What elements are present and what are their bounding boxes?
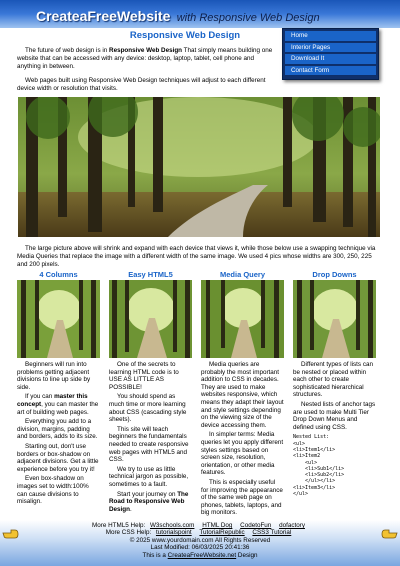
column-body bbox=[201, 361, 284, 517]
column-drop-downs bbox=[293, 270, 376, 497]
column-image bbox=[109, 280, 192, 358]
image-note-paragraph: The large picture above will shrink and expand with each device that views it, while those below use a swapping technique via Media Queries that replace the image with a different width of the same image. We used 4 pics whose widths are 300, 250, 225 and 200 pixels. bbox=[17, 245, 376, 268]
site-header bbox=[0, 0, 400, 28]
pointing-hand-right-icon[interactable] bbox=[380, 527, 398, 541]
link-w3schools[interactable]: W3schools.com bbox=[149, 522, 195, 529]
column-image bbox=[17, 280, 100, 358]
nav-item-contact-form[interactable]: Contact Form bbox=[285, 66, 376, 77]
column-body bbox=[109, 361, 192, 513]
text: . bbox=[130, 505, 132, 513]
intro-paragraph-2: Web pages built using Responsive Web Design techniques will adjust to each different device width or resolution that visits. bbox=[17, 77, 266, 92]
credit-suffix: Design bbox=[236, 551, 258, 559]
column-title: Drop Downs bbox=[312, 270, 357, 279]
column-paragraph: Different types of lists can be nested or placed within each other to create sophisticated hierarchical structures. bbox=[293, 361, 373, 399]
intro-text: The future of web design is in bbox=[25, 47, 110, 54]
column-paragraph: Nested lists of anchor tags are used to make Multi Tier Drop Down Menus and defined using CSS. bbox=[293, 400, 376, 431]
column-paragraph: Beginners will run into problems getting adjacent divisions to line up side by side. bbox=[17, 361, 91, 391]
column-paragraph: This is especially useful for improving the appearance of the same web page on phones, tablets, laptops, and big monitors. bbox=[201, 478, 283, 517]
hero-image bbox=[18, 97, 380, 237]
credit-prefix: This is a bbox=[142, 551, 168, 559]
css-help-label: More CSS Help: bbox=[105, 529, 152, 537]
copyright: © 2025 www.yourdomain.com All Rights Reserved bbox=[129, 536, 271, 544]
footer-text bbox=[0, 522, 400, 559]
column-paragraph bbox=[17, 393, 100, 416]
site-brand bbox=[36, 8, 320, 24]
column-body bbox=[17, 361, 100, 506]
column-paragraph: Everything you add to a division, margins, padding and borders, adds to its size. bbox=[17, 418, 98, 441]
column-title: 4 Columns bbox=[39, 270, 78, 279]
column-4-columns bbox=[17, 270, 100, 508]
column-image bbox=[201, 280, 284, 358]
column-title: Easy HTML5 bbox=[128, 270, 173, 279]
site-tagline: with Responsive Web Design bbox=[176, 12, 320, 24]
credit-link[interactable]: CreateaFreeWebsite.net bbox=[167, 551, 237, 559]
text: Start your journey on bbox=[117, 490, 178, 498]
column-paragraph bbox=[109, 491, 192, 514]
link-codetofun[interactable]: CodetoFun bbox=[240, 522, 272, 529]
link-css3-tutorial[interactable]: CSS3 Tutorial bbox=[252, 529, 292, 537]
intro-bold: Responsive Web Design bbox=[109, 47, 183, 54]
road-link[interactable]: The Road to Responsive Web Design bbox=[109, 490, 189, 513]
intro-paragraph bbox=[17, 47, 275, 71]
credit-line bbox=[0, 552, 400, 559]
column-paragraph: In simpler terms: Media queries let you apply different styles settings based on screen size, resolution, orientation, or other media features. bbox=[201, 431, 284, 477]
css-help-line bbox=[0, 529, 400, 536]
last-modified: Last Modified: 06/03/2025 20:41:36 bbox=[150, 544, 250, 552]
column-title: Media Query bbox=[219, 270, 265, 279]
column-paragraph: Media queries are probably the most important addition to CSS in decades. They are used to make websites responsive, which means they adapt their layout and style settings depending on the viewing size of the device accessing them. bbox=[201, 361, 284, 429]
column-media-query bbox=[201, 270, 284, 519]
nav-menu bbox=[282, 28, 379, 80]
column-paragraph: One of the secrets to learning HTML code is to USE AS LITTLE AS POSSIBLE! bbox=[109, 361, 179, 391]
link-html-dog[interactable]: HTML Dog bbox=[202, 522, 233, 529]
link-tutorialrepublic[interactable]: TutorialRepublic bbox=[199, 529, 245, 537]
html-help-label: More HTML5 Help: bbox=[92, 522, 146, 529]
column-image bbox=[293, 280, 376, 358]
pointing-hand-left-icon[interactable] bbox=[2, 527, 20, 541]
bold-text: master this concept bbox=[17, 393, 88, 408]
column-paragraph: This site will teach beginners the fundamentals needed to create responsive web pages with HTML5 and CSS. bbox=[109, 425, 189, 464]
html-help-line bbox=[0, 522, 400, 529]
site-footer bbox=[0, 520, 400, 566]
column-paragraph: Starting out, don't use borders or box-shadow on adjacent divisions. Get a little experience before you try it! bbox=[17, 442, 99, 473]
column-paragraph: We try to use as little technical jargon as possible, sometimes to a fault. bbox=[109, 465, 189, 488]
code-sample: Nested List: <ul> <li>Item1</li> <li>Item2 <ul> <li>Sub1</li> <li>Sub2</li> </ul></li> <li>Item3</li> </ul> bbox=[293, 434, 345, 498]
link-dofactory[interactable]: dofactory bbox=[279, 522, 305, 529]
nav-item-interior-pages[interactable]: Interior Pages bbox=[285, 43, 376, 54]
page-title: Responsive Web Design bbox=[129, 30, 241, 41]
text: If you can bbox=[25, 393, 55, 401]
site-name[interactable]: CreateaFreeWebsite bbox=[36, 8, 171, 24]
column-paragraph: You should spend as much time or more learning about CSS (cascading style sheets). bbox=[109, 393, 187, 424]
nav-item-download-it[interactable]: Download It bbox=[285, 54, 376, 65]
column-easy-html5 bbox=[109, 270, 192, 515]
nav-item-home[interactable]: Home bbox=[285, 31, 376, 42]
text: , you can master the art of building web pages. bbox=[17, 400, 99, 416]
intro-text-end: That simply means building one website that can be accessed with any device: desktop, laptop, tablet, cell phone and anything in between. bbox=[17, 47, 273, 70]
column-paragraph: Even box-shadow on images set to width:100% can cause divisions to misalign. bbox=[17, 475, 89, 506]
link-tutorialspoint[interactable]: tutorialspoint bbox=[155, 529, 192, 537]
column-body bbox=[293, 361, 376, 497]
